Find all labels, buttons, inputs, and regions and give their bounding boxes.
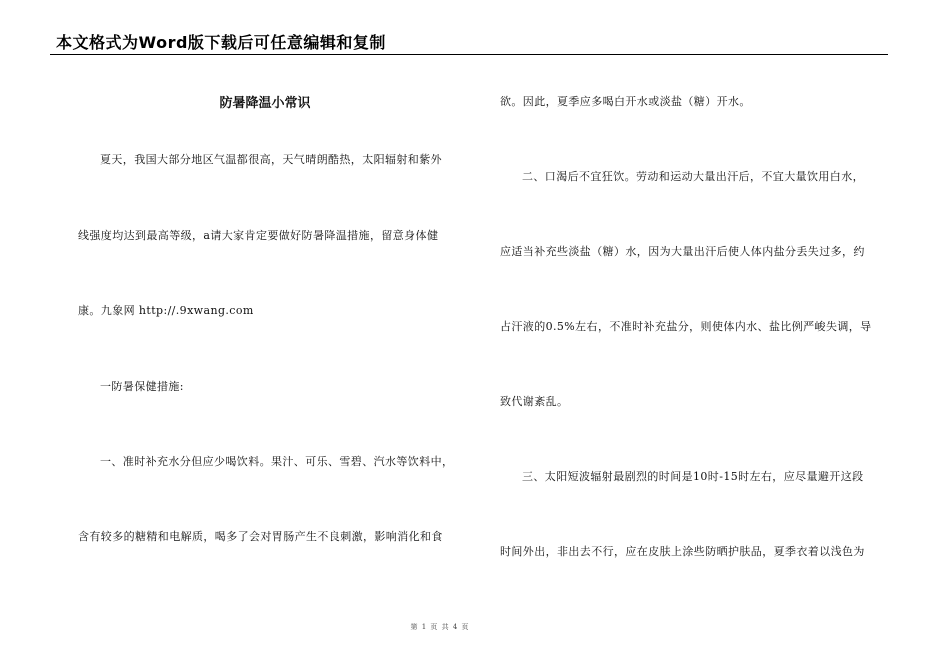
- paragraph-line: 含有较多的糖精和电解质，喝多了会对胃肠产生不良刺激，影响消化和食: [78, 530, 443, 543]
- document-title: 防暑降温小常识: [219, 96, 311, 111]
- paragraph-line: 一、准时补充水分但应少喝饮料。果汁、可乐、雪碧、汽水等饮料中，: [100, 455, 454, 468]
- document-banner: 本文格式为Word版下载后可任意编辑和复制: [56, 33, 386, 52]
- paragraph-line: 夏天，我国大部分地区气温都很高，天气晴朗酷热，太阳辐射和紫外: [100, 153, 442, 166]
- page-indicator: 第 1 页 共 4 页: [410, 623, 470, 631]
- paragraph-line: 三、太阳短波辐射最剧烈的时间是10时-15时左右，应尽量避开这段: [522, 470, 864, 483]
- paragraph-line: 致代谢紊乱。: [500, 395, 569, 408]
- paragraph-line: 康。九象网 http://.9xwang.com: [78, 304, 254, 317]
- section-heading: 一防暑保健措施:: [100, 380, 184, 393]
- header-divider: [50, 54, 888, 55]
- paragraph-line: 线强度均达到最高等级，a请大家肯定要做好防暑降温措施，留意身体健: [78, 229, 439, 242]
- paragraph-line: 占汗液的0.5%左右，不准时补充盐分，则使体内水、盐比例严峻失调，导: [500, 320, 872, 333]
- paragraph-line: 欲。因此，夏季应多喝白开水或淡盐（糖）开水。: [500, 95, 751, 108]
- paragraph-line: 时间外出，非出去不行，应在皮肤上涂些防晒护肤品，夏季衣着以浅色为: [500, 545, 865, 558]
- paragraph-line: 二、口渴后不宜狂饮。劳动和运动大量出汗后，不宜大量饮用白水，: [522, 170, 864, 183]
- paragraph-line: 应适当补充些淡盐（糖）水，因为大量出汗后使人体内盐分丢失过多，约: [500, 245, 865, 258]
